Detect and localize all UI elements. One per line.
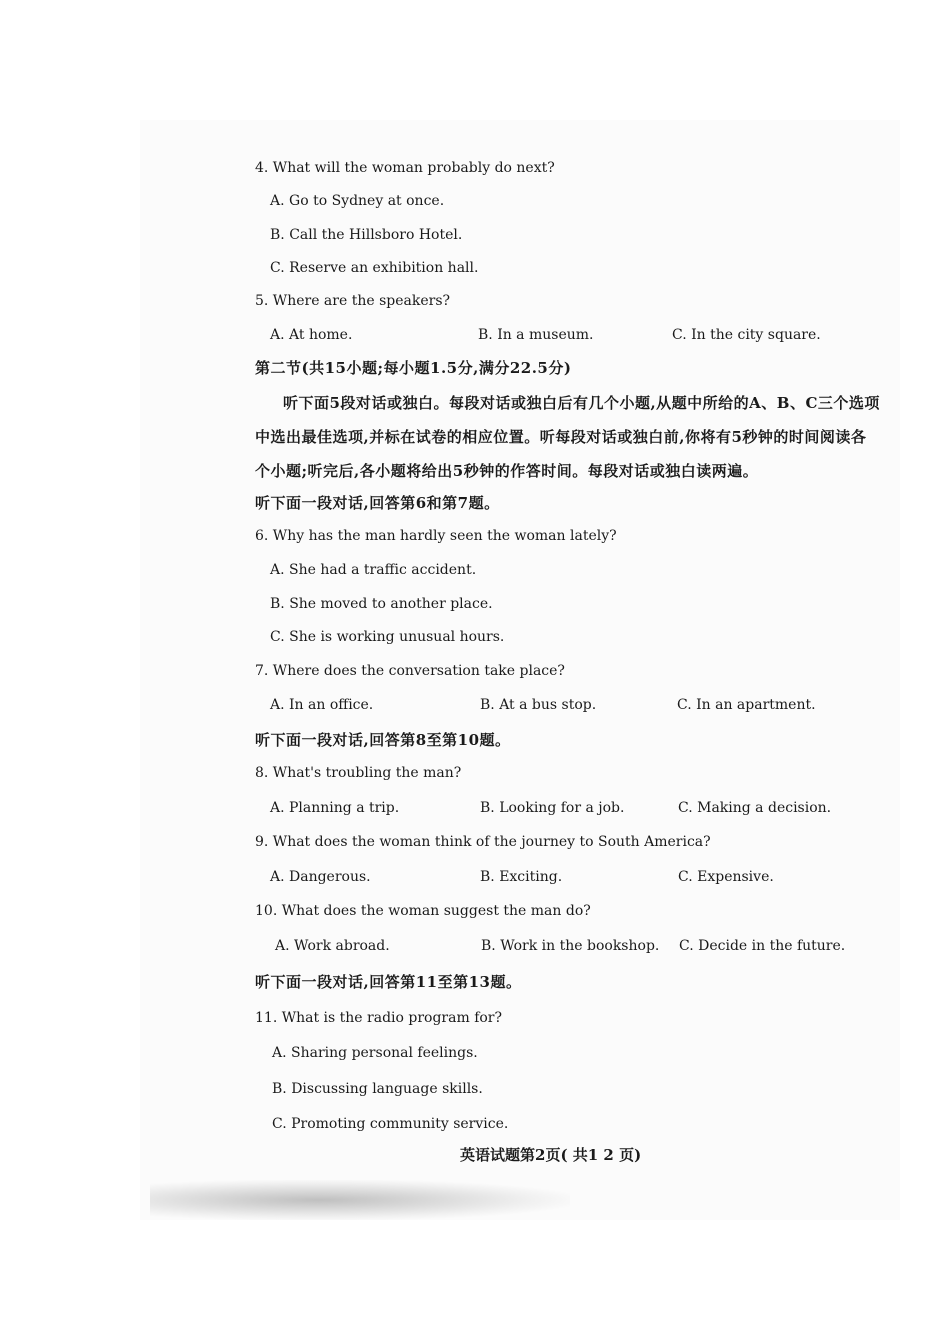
question-11-option-c: C. Promoting community service. [272, 1116, 509, 1132]
dialog-2-heading: 听下面一段对话,回答第8至第10题。 [255, 731, 511, 749]
question-9-option-a: A. Dangerous. [270, 869, 371, 885]
question-10-option-c: C. Decide in the future. [679, 938, 846, 954]
question-6-stem: 6. Why has the man hardly seen the woman lately? [255, 528, 617, 544]
question-4-option-c: C. Reserve an exhibition hall. [270, 260, 479, 276]
question-8-option-b: B. Looking for a job. [480, 800, 625, 816]
question-10-option-b: B. Work in the bookshop. [481, 938, 660, 954]
question-7-option-b: B. At a bus stop. [480, 697, 597, 713]
question-11-stem: 11. What is the radio program for? [255, 1010, 503, 1026]
question-8-option-a: A. Planning a trip. [270, 800, 400, 816]
dialog-1-heading: 听下面一段对话,回答第6和第7题。 [255, 494, 500, 512]
question-5-option-b: B. In a museum. [478, 327, 594, 343]
question-10-option-a: A. Work abroad. [275, 938, 390, 954]
part-2-heading: 第二节(共15小题;每小题1.5分,满分22.5分) [255, 359, 572, 377]
question-9-stem: 9. What does the woman think of the journey to South America? [255, 834, 711, 850]
question-5-stem: 5. Where are the speakers? [255, 293, 451, 309]
question-11-option-a: A. Sharing personal feelings. [272, 1045, 478, 1061]
question-4-option-a: A. Go to Sydney at once. [270, 193, 445, 209]
instructions-line-3: 个小题;听完后,各小题将给出5秒钟的作答时间。每段对话或独白读两遍。 [255, 462, 759, 480]
question-8-option-c: C. Making a decision. [678, 800, 832, 816]
question-6-option-a: A. She had a traffic accident. [270, 562, 477, 578]
question-5-option-c: C. In the city square. [672, 327, 821, 343]
page-footer: 英语试题第2页( 共1 2 页) [460, 1146, 642, 1164]
question-5-option-a: A. At home. [270, 327, 353, 343]
question-4-stem: 4. What will the woman probably do next? [255, 160, 555, 176]
dialog-3-heading: 听下面一段对话,回答第11至第13题。 [255, 973, 522, 991]
question-8-stem: 8. What's troubling the man? [255, 765, 462, 781]
question-6-option-c: C. She is working unusual hours. [270, 629, 505, 645]
question-9-option-b: B. Exciting. [480, 869, 563, 885]
question-7-option-a: A. In an office. [270, 697, 374, 713]
scan-smudge [150, 1180, 570, 1220]
instructions-line-1: 听下面5段对话或独白。每段对话或独白后有几个小题,从题中所给的A、B、C三个选项 [283, 394, 880, 412]
question-7-stem: 7. Where does the conversation take place? [255, 663, 565, 679]
question-11-option-b: B. Discussing language skills. [272, 1081, 483, 1097]
instructions-line-2: 中选出最佳选项,并标在试卷的相应位置。听每段对话或独白前,你将有5秒钟的时间阅读各 [255, 428, 867, 446]
question-7-option-c: C. In an apartment. [677, 697, 816, 713]
question-9-option-c: C. Expensive. [678, 869, 774, 885]
question-6-option-b: B. She moved to another place. [270, 596, 493, 612]
question-4-option-b: B. Call the Hillsboro Hotel. [270, 227, 463, 243]
question-10-stem: 10. What does the woman suggest the man do? [255, 903, 591, 919]
